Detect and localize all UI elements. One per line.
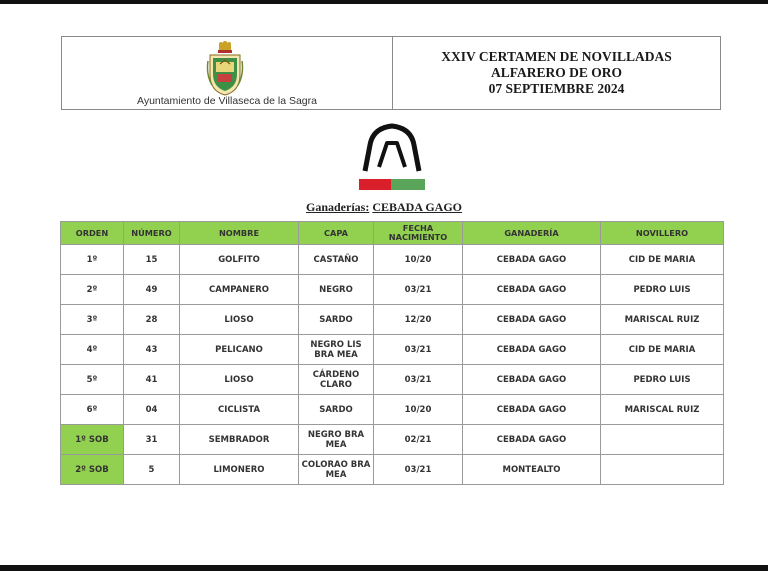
capa-cell: NEGRO — [299, 275, 374, 305]
numero-cell: 04 — [124, 395, 180, 425]
numero-cell: 43 — [124, 335, 180, 365]
capa-cell: SARDO — [299, 305, 374, 335]
numero-cell: 15 — [124, 245, 180, 275]
council-cell — [62, 37, 393, 109]
orden-cell: 1º SOB — [61, 425, 124, 455]
column-header: CAPA — [299, 222, 374, 245]
table-row — [61, 455, 724, 485]
fecha-cell: 12/20 — [374, 305, 463, 335]
ganaderia-cell: CEBADA GAGO — [463, 395, 601, 425]
fecha-cell: 10/20 — [374, 395, 463, 425]
table-row — [61, 305, 724, 335]
numero-cell: 28 — [124, 305, 180, 335]
novillero-cell: PEDRO LUIS — [601, 365, 724, 395]
caption-value: CEBADA GAGO — [372, 200, 463, 214]
bulls-table — [60, 221, 724, 485]
nombre-cell: PELICANO — [180, 335, 299, 365]
novillero-cell: CID DE MARIA — [601, 245, 724, 275]
table-row — [61, 245, 724, 275]
table-row — [61, 425, 724, 455]
novillero-cell: MARISCAL RUIZ — [601, 305, 724, 335]
numero-cell: 49 — [124, 275, 180, 305]
ganaderia-cell: CEBADA GAGO — [463, 275, 601, 305]
coat-of-arms-icon — [206, 41, 244, 97]
ganaderia-caption — [0, 200, 768, 215]
orden-cell: 4º — [61, 335, 124, 365]
table-row — [61, 395, 724, 425]
fecha-cell: 03/21 — [374, 275, 463, 305]
novillero-cell: PEDRO LUIS — [601, 275, 724, 305]
nombre-cell: GOLFITO — [180, 245, 299, 275]
column-header: NOVILLERO — [601, 222, 724, 245]
council-name: Ayuntamiento de Villaseca de la Sagra — [137, 95, 317, 107]
capa-cell: CASTAÑO — [299, 245, 374, 275]
novillero-cell — [601, 455, 724, 485]
orden-cell: 5º — [61, 365, 124, 395]
numero-cell: 5 — [124, 455, 180, 485]
orden-cell: 2º — [61, 275, 124, 305]
ganaderia-cell: CEBADA GAGO — [463, 425, 601, 455]
fecha-cell: 03/21 — [374, 455, 463, 485]
column-header: NÚMERO — [124, 222, 180, 245]
fecha-cell: 10/20 — [374, 245, 463, 275]
column-header: ORDEN — [61, 222, 124, 245]
table-row — [61, 335, 724, 365]
orden-cell: 3º — [61, 305, 124, 335]
bullring-arch-logo — [357, 121, 427, 191]
nombre-cell: LIMONERO — [180, 455, 299, 485]
capa-cell: SARDO — [299, 395, 374, 425]
table-row — [61, 365, 724, 395]
fecha-cell: 02/21 — [374, 425, 463, 455]
nombre-cell: CICLISTA — [180, 395, 299, 425]
event-title-line-2: ALFARERO DE ORO — [490, 65, 622, 80]
fecha-cell: 03/21 — [374, 335, 463, 365]
fecha-cell: 03/21 — [374, 365, 463, 395]
orden-cell: 1º — [61, 245, 124, 275]
novillero-cell: MARISCAL RUIZ — [601, 395, 724, 425]
numero-cell: 41 — [124, 365, 180, 395]
ganaderia-cell: CEBADA GAGO — [463, 365, 601, 395]
caption-label: Ganaderías: — [305, 200, 370, 214]
ganaderia-cell: CEBADA GAGO — [463, 245, 601, 275]
ganaderia-cell: CEBADA GAGO — [463, 305, 601, 335]
document-header — [61, 36, 721, 110]
event-title-line-1: XXIV CERTAMEN DE NOVILLADAS — [441, 49, 672, 64]
nombre-cell: CAMPANERO — [180, 275, 299, 305]
ganaderia-cell: CEBADA GAGO — [463, 335, 601, 365]
table-row — [61, 275, 724, 305]
nombre-cell: LIOSO — [180, 365, 299, 395]
column-header: GANADERÍA — [463, 222, 601, 245]
table-header-row — [61, 222, 724, 245]
bottom-border — [0, 565, 768, 571]
column-header: NOMBRE — [180, 222, 299, 245]
top-border — [0, 0, 768, 4]
novillero-cell — [601, 425, 724, 455]
capa-cell: CÁRDENO CLARO — [299, 365, 374, 395]
capa-cell: NEGRO BRA MEA — [299, 425, 374, 455]
capa-cell: COLORAO BRA MEA — [299, 455, 374, 485]
column-header: FECHA NACIMIENTO — [374, 222, 463, 245]
novillero-cell: CID DE MARIA — [601, 335, 724, 365]
event-title — [393, 37, 720, 109]
capa-cell: NEGRO LIS BRA MEA — [299, 335, 374, 365]
orden-cell: 2º SOB — [61, 455, 124, 485]
ganaderia-cell: MONTEALTO — [463, 455, 601, 485]
event-title-line-3: 07 SEPTIEMBRE 2024 — [488, 81, 625, 96]
nombre-cell: SEMBRADOR — [180, 425, 299, 455]
orden-cell: 6º — [61, 395, 124, 425]
numero-cell: 31 — [124, 425, 180, 455]
nombre-cell: LIOSO — [180, 305, 299, 335]
